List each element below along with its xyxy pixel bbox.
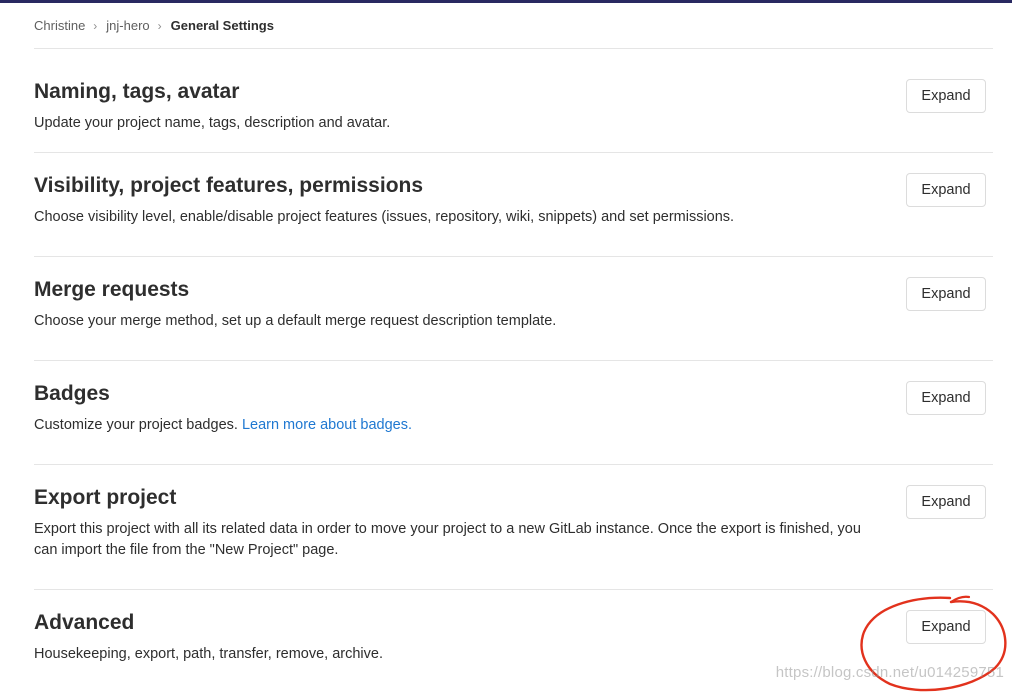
section-title: Badges [34,382,110,405]
chevron-right-icon: › [93,18,98,33]
section-description-text: Customize your project badges. [34,417,238,433]
section-description: Housekeeping, export, path, transfer, remove, archive. [34,646,383,662]
expand-button-merge-requests[interactable]: Expand [906,277,986,311]
section-description: Choose visibility level, enable/disable project features (issues, repository, wiki, snippets) and set permissions. [34,209,735,225]
section-title: Merge requests [34,278,190,301]
settings-section-visibility [34,153,993,257]
section-title: Visibility, project features, permissions [34,174,424,197]
settings-section-merge-requests [34,257,993,361]
section-title: Advanced [34,611,135,634]
breadcrumb-item-current[interactable]: General Settings [170,18,274,33]
expand-button-advanced[interactable]: Expand [906,610,986,644]
chevron-right-icon: › [157,18,162,33]
breadcrumb-item-user[interactable]: Christine [34,18,86,33]
settings-section-export [34,465,993,590]
section-description [34,415,884,436]
settings-section-badges [34,361,993,465]
expand-button-visibility[interactable]: Expand [906,173,986,207]
section-description: Export this project with all its related data in order to move your project to a new GitLab instance. Once the export is finished, you can import the file from the "New Project" page. [34,521,861,558]
section-description: Update your project name, tags, description and avatar. [34,115,391,131]
breadcrumb [34,3,993,49]
settings-section-naming [34,49,993,153]
section-title: Naming, tags, avatar [34,80,240,103]
section-description: Choose your merge method, set up a default merge request description template. [34,313,557,329]
watermark-text: https://blog.csdn.net/u014259751 [775,664,1004,681]
section-title: Export project [34,486,177,509]
expand-button-naming[interactable]: Expand [906,79,986,113]
settings-section-advanced [34,590,993,682]
learn-more-badges-link[interactable]: Learn more about badges. [241,417,413,433]
breadcrumb-item-project[interactable]: jnj-hero [106,18,150,33]
expand-button-export[interactable]: Expand [906,485,986,519]
expand-button-badges[interactable]: Expand [906,381,986,415]
settings-page [34,3,993,682]
